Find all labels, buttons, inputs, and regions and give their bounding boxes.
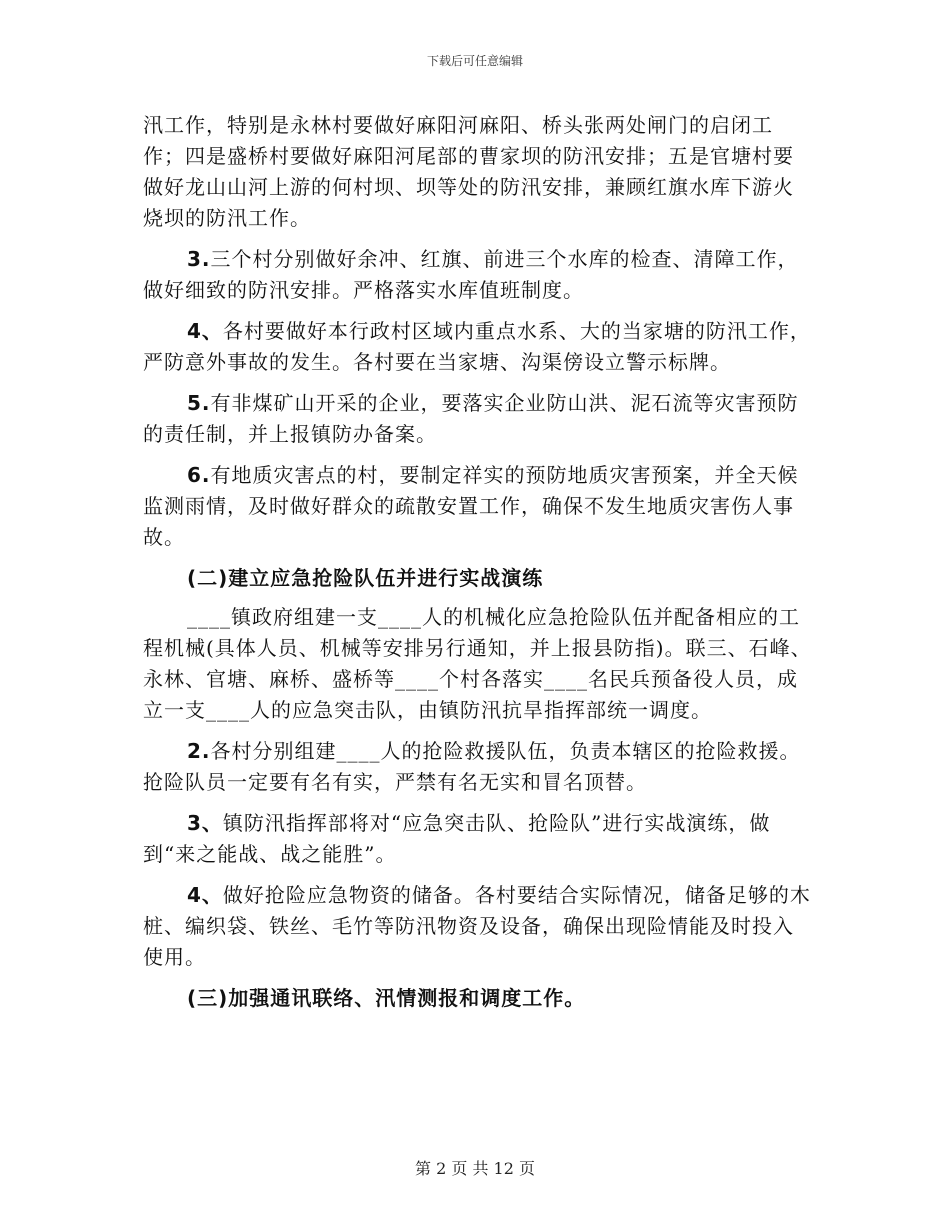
paragraph-item-5: [143, 388, 813, 450]
item-number: 3.: [187, 247, 211, 271]
section-heading-2: (二)建立应急抢险队伍并进行实战演练: [187, 566, 544, 590]
item-number: 5.: [187, 391, 211, 415]
item-number: 3、: [187, 811, 223, 835]
section-heading-3: (三)加强通讯联络、汛情测报和调度工作。: [187, 986, 586, 1010]
paragraph-item-3: [143, 244, 813, 306]
document-body: [143, 110, 813, 1022]
item-number: 6.: [187, 463, 211, 487]
paragraph-section2-item-4: [143, 880, 813, 973]
paragraph-text: 有非煤矿山开采的企业，要落实企业防山洪、泥石流等灾害预防的责任制，并上报镇防办备案。: [143, 391, 799, 446]
paragraph-section2-item-3: [143, 808, 813, 870]
paragraph-text: 三个村分别做好余冲、红旗、前进三个水库的检查、清障工作，做好细致的防汛安排。严格落实水库值班制度。: [143, 247, 799, 302]
page-header: 下载后可任意编辑: [426, 54, 523, 68]
item-number: 2.: [187, 739, 211, 763]
paragraph-text: ____镇政府组建一支____人的机械化应急抢险队伍并配备相应的工程机械(具体人员、机械等安排另行通知，并上报县防指)。联三、石峰、永林、官塘、麻桥、盛桥等____个村各落实____名民兵预备役人员，成立一支____人的应急突击队，由镇防汛抗旱指挥部统一调度。: [143, 605, 812, 722]
paragraph-section2-intro: [143, 602, 813, 726]
paragraph-text: 镇防汛指挥部将对“应急突击队、抢险队”进行实战演练，做到“来之能战、战之能胜”。: [143, 811, 771, 866]
paragraph-text: 各村分别组建____人的抢险救援队伍，负责本辖区的抢险救援。抢险队员一定要有名有实，严禁有名无实和冒名顶替。: [143, 739, 801, 794]
paragraph-item-6: [143, 460, 813, 553]
item-number: 4、: [187, 883, 223, 907]
item-number: 4、: [187, 319, 223, 343]
paragraph-text: 做好抢险应急物资的储备。各村要结合实际情况，储备足够的木桩、编织袋、铁丝、毛竹等防汛物资及设备，确保出现险情能及时投入使用。: [143, 883, 811, 969]
paragraph-text: 各村要做好本行政村区域内重点水系、大的当家塘的防汛工作，严防意外事故的发生。各村要在当家塘、沟渠傍设立警示标牌。: [143, 319, 811, 374]
paragraph-text: 有地质灾害点的村，要制定祥实的预防地质灾害预案，并全天候监测雨情，及时做好群众的疏散安置工作，确保不发生地质灾害伤人事故。: [143, 463, 799, 549]
page-footer: 第 2 页 共 12 页: [415, 1159, 535, 1178]
paragraph-section2-item-2: [143, 736, 813, 798]
paragraph-text: 汛工作，特别是永林村要做好麻阳河麻阳、桥头张两处闸门的启闭工作；四是盛桥村要做好麻阳河尾部的曹家坝的防汛安排；五是官塘村要做好龙山山河上游的何村坝、坝等处的防汛安排，兼顾红旗水库下游火烧坝的防汛工作。: [143, 113, 794, 230]
paragraph-item-4: [143, 316, 813, 378]
paragraph-continued: [143, 110, 813, 234]
